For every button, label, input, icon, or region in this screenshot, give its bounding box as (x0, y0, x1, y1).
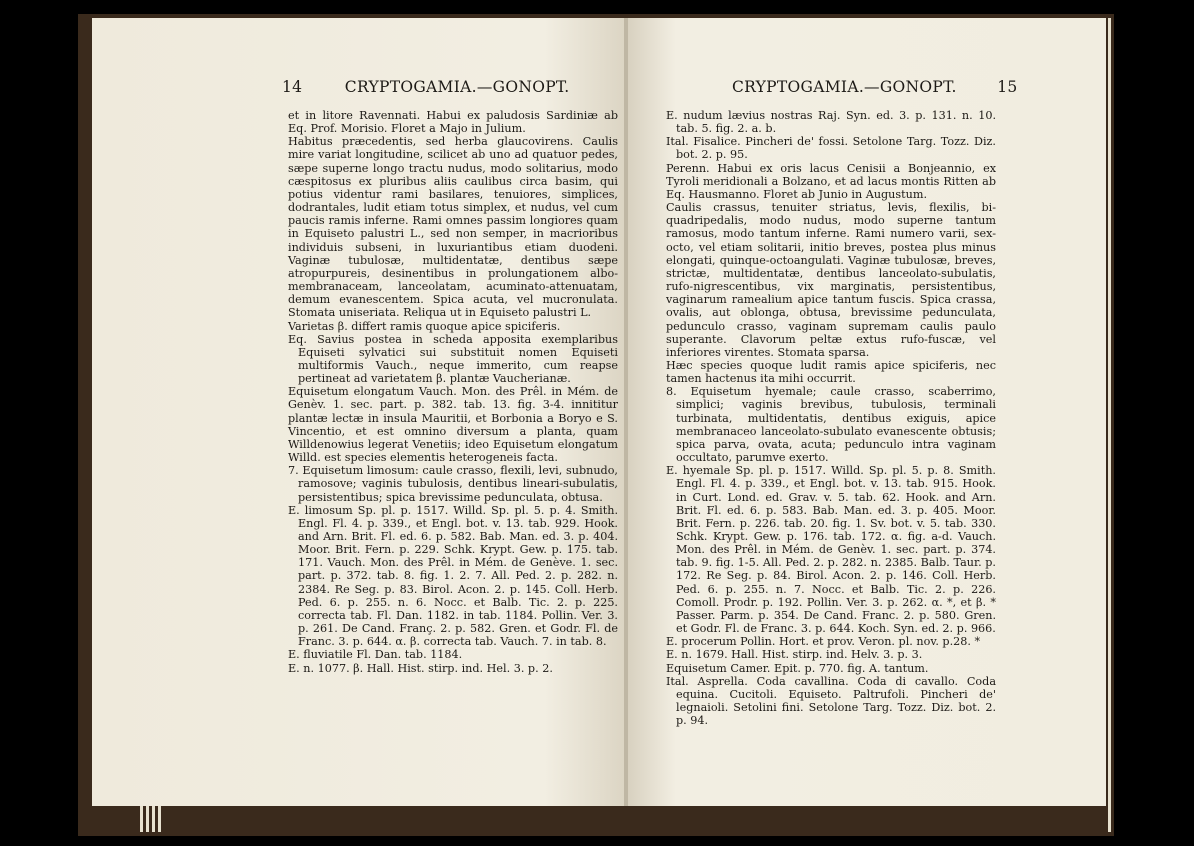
left-running-head: CRYPTOGAMIA.—GONOPT. (344, 78, 570, 96)
right-page-header (732, 78, 1018, 96)
right-page-text (666, 109, 996, 727)
left-page-number: 14 (282, 78, 303, 96)
right-running-head: CRYPTOGAMIA.—GONOPT. (732, 78, 957, 96)
vernacular-names: Ital. Fisalice. Pincheri de' fossi. Setolone Targ. Tozz. Diz. bot. 2. p. 95. (666, 135, 996, 162)
paragraph: Hæc species quoque ludit ramis apice spiciferis, nec tamen hactenus ita mihi occurrit. (666, 358, 996, 386)
synonymy: E. hyemale Sp. pl. p. 1517. Willd. Sp. pl. 5. p. 8. Smith. Engl. Fl. 4. p. 339., et Engl. bot. v. 13. tab. 915. Hook. in Curt. Lond. ed. Grav. v. 5. tab. 62. Hook. and Arn. Brit. Fl. ed. 6. p. 583. Bab. Man. ed. 3. p. 405. Moor. Brit. Fern. p. 226. tab. 20. fig. 1. Sv. bot. v. 5. tab. 330. Schk. Krypt. Gew. p. 176. tab. 172. α. fig. a-d. Vauch. Mon. des Prêl. in Mém. de Genèv. 1. sec. part. p. 374. tab. 9. fig. 1-5. All. Ped. 2. p. 282. n. 2385. Balb. Taur. p. 172. Re Seg. p. 84. Birol. Acon. 2. p. 146. Coll. Herb. Ped. 6. p. 255. n. 7. Nocc. et Balb. Tic. 2. p. 226. Comoll. Prodr. p. 192. Pollin. Ver. 3. p. 262. α. *, et β. * Passer. Parm. p. 354. De Cand. Franc. 2. p. 580. Gren. et Godr. Fl. de Franc. 3. p. 644. Koch. Syn. ed. 2. p. 966. (666, 464, 996, 636)
species-diagnosis: 7. Equisetum limosum: caule crasso, flexili, levi, subnudo, ramosove; vaginis tubulosis, dentibus lineari-subulatis, persistentibus; spica brevissime pedunculata, obtusa. (288, 464, 618, 504)
paragraph: Caulis crassus, tenuiter striatus, levis, flexilis, bi-quadripedalis, modo nudus, modo superne tantum ramosus, modo tantum inferne. Rami numero varii, sex-octo, vel etiam solitarii, initio breves, postea plus minus elongati, quinque-octoangulati. Vaginæ tubulosæ, breves, strictæ, multidentatæ, dentibus lanceolato-subulatis, rufo-nigrescentibus, vix marginatis, persistentibus, vaginarum ramealium apice tantum fuscis. Spica crassa, ovalis, aut oblonga, obtusa, brevissime pedunculata, pedunculo crasso, vaginam supremam caulis paulo superante. Clavorum peltæ extus rufo-fuscæ, vel inferiores virentes. Stomata sparsa. (666, 201, 996, 359)
paragraph: Varietas β. differt ramis quoque apice spiciferis. (288, 319, 561, 333)
synonymy: E. fluviatile Fl. Dan. tab. 1184. (288, 648, 463, 662)
synonymy: E. n. 1077. β. Hall. Hist. stirp. ind. Hel. 3. p. 2. (288, 661, 553, 675)
page-edge (1108, 18, 1111, 832)
synonymy: E. n. 1679. Hall. Hist. stirp. ind. Helv. 3. p. 3. (666, 648, 923, 662)
species-diagnosis: 8. Equisetum hyemale; caule crasso, scaberrimo, simplici; vaginis brevibus, tubulosis, terminali turbinata, multidentatis, dentibus exiguis, apice membranaceo lanceolato-subulato evanescente obtusis; spica parva, ovata, acuta; pedunculo intra vaginam occultato, parumve exerto. (666, 385, 996, 465)
right-page (628, 18, 1106, 806)
left-page-text (288, 109, 618, 675)
synonymy: E. nudum lævius nostras Raj. Syn. ed. 3. p. 131. n. 10. tab. 5. fig. 2. a. b. (666, 109, 996, 136)
left-page-header (282, 78, 570, 96)
paragraph: Perenn. Habui ex oris lacus Cenisii a Bonjeannio, ex Tyroli meridionali a Bolzano, et ad lacus montis Ritten ab Eq. Hausmanno. Floret ab Junio in Augustum. (666, 161, 996, 201)
paragraph: et in litore Ravennati. Habui ex paludosis Sardiniæ ab Eq. Prof. Morisio. Floret a Majo in Julium. (288, 109, 618, 136)
synonymy: Equisetum Camer. Epit. p. 770. fig. A. tantum. (666, 661, 929, 675)
vernacular-names: Ital. Asprella. Coda cavallina. Coda di cavallo. Coda equina. Cucitoli. Equiseto. Paltrufoli. Pincheri de' legnaioli. Setolini fini. Setolone Targ. Tozz. Diz. bot. 2. p. 94. (666, 674, 996, 728)
paragraph: Habitus præcedentis, sed herba glaucovirens. Caulis mire variat longitudine, scilicet ab uno ad quatuor pedes, sæpe superne longo tractu nudus, modo solitarius, modo cæspitosus ex pluribus aliis caulibus circa basim, qui potius videntur rami basilares, tenuiores, simplices, dodrantales, ludit etiam totus simplex, et nudus, vel cum paucis ramis inferne. Rami omnes passim longiores quam in Equiseto palustri L., sed non semper, in macrioribus individuis subseni, in luxuriantibus etiam duodeni. Vaginæ tubulosæ, multidentatæ, dentibus sæpe atropurpureis, desinentibus in prolungationem albo-membranaceam, lanceolatam, acuminato-attenuatam, demum evanescentem. Spica acuta, vel mucronulata. Stomata uniseriata. Reliqua ut in Equiseto palustri L. (288, 135, 618, 320)
left-page (92, 18, 624, 806)
paragraph: Equisetum elongatum Vauch. Mon. des Prêl. in Mém. de Genèv. 1. sec. part. p. 382. tab. 13. fig. 3-4. innititur plantæ lectæ in insula Mauritii, et Borbonia a Boryo e S. Vincentio, et est omnino diversum a planta, quam Willdenowius legerat Venetiis; ideo Equisetum elongatum Willd. est species elementis heterogeneis facta. (288, 385, 618, 465)
right-page-number: 15 (997, 78, 1018, 96)
synonymy: E. procerum Pollin. Hort. et prov. Veron. pl. nov. p.28. * (666, 635, 981, 649)
synonymy: E. limosum Sp. pl. p. 1517. Willd. Sp. pl. 5. p. 4. Smith. Engl. Fl. 4. p. 339., et Engl. bot. v. 13. tab. 929. Hook. and Arn. Brit. Fl. ed. 6. p. 582. Bab. Man. ed. 3. p. 404. Moor. Brit. Fern. p. 229. Schk. Krypt. Gew. p. 175. tab. 171. Vauch. Mon. des Prêl. in Mém. de Genève. 1. sec. part. p. 372. tab. 8. fig. 1. 2. 7. All. Ped. 2. p. 282. n. 2384. Re Seg. p. 83. Birol. Acon. 2. p. 145. Coll. Herb. Ped. 6. p. 255. n. 6. Nocc. et Balb. Tic. 2. p. 225. correcta tab. Fl. Dan. 1182. in tab. 1184. Pollin. Ver. 3. p. 261. De Cand. Franç. 2. p. 582. Gren. et Godr. Fl. de Franc. 3. p. 644. α. β. correcta tab. Vauch. 7. in tab. 8. (288, 503, 618, 649)
paragraph: Eq. Savius postea in scheda apposita exemplaribus Equiseti sylvatici sui substituit nomen Equiseti multiformis Vauch., neque immerito, cum reapse pertineat ad varietatem β. plantæ Vaucherianæ. (288, 332, 618, 386)
